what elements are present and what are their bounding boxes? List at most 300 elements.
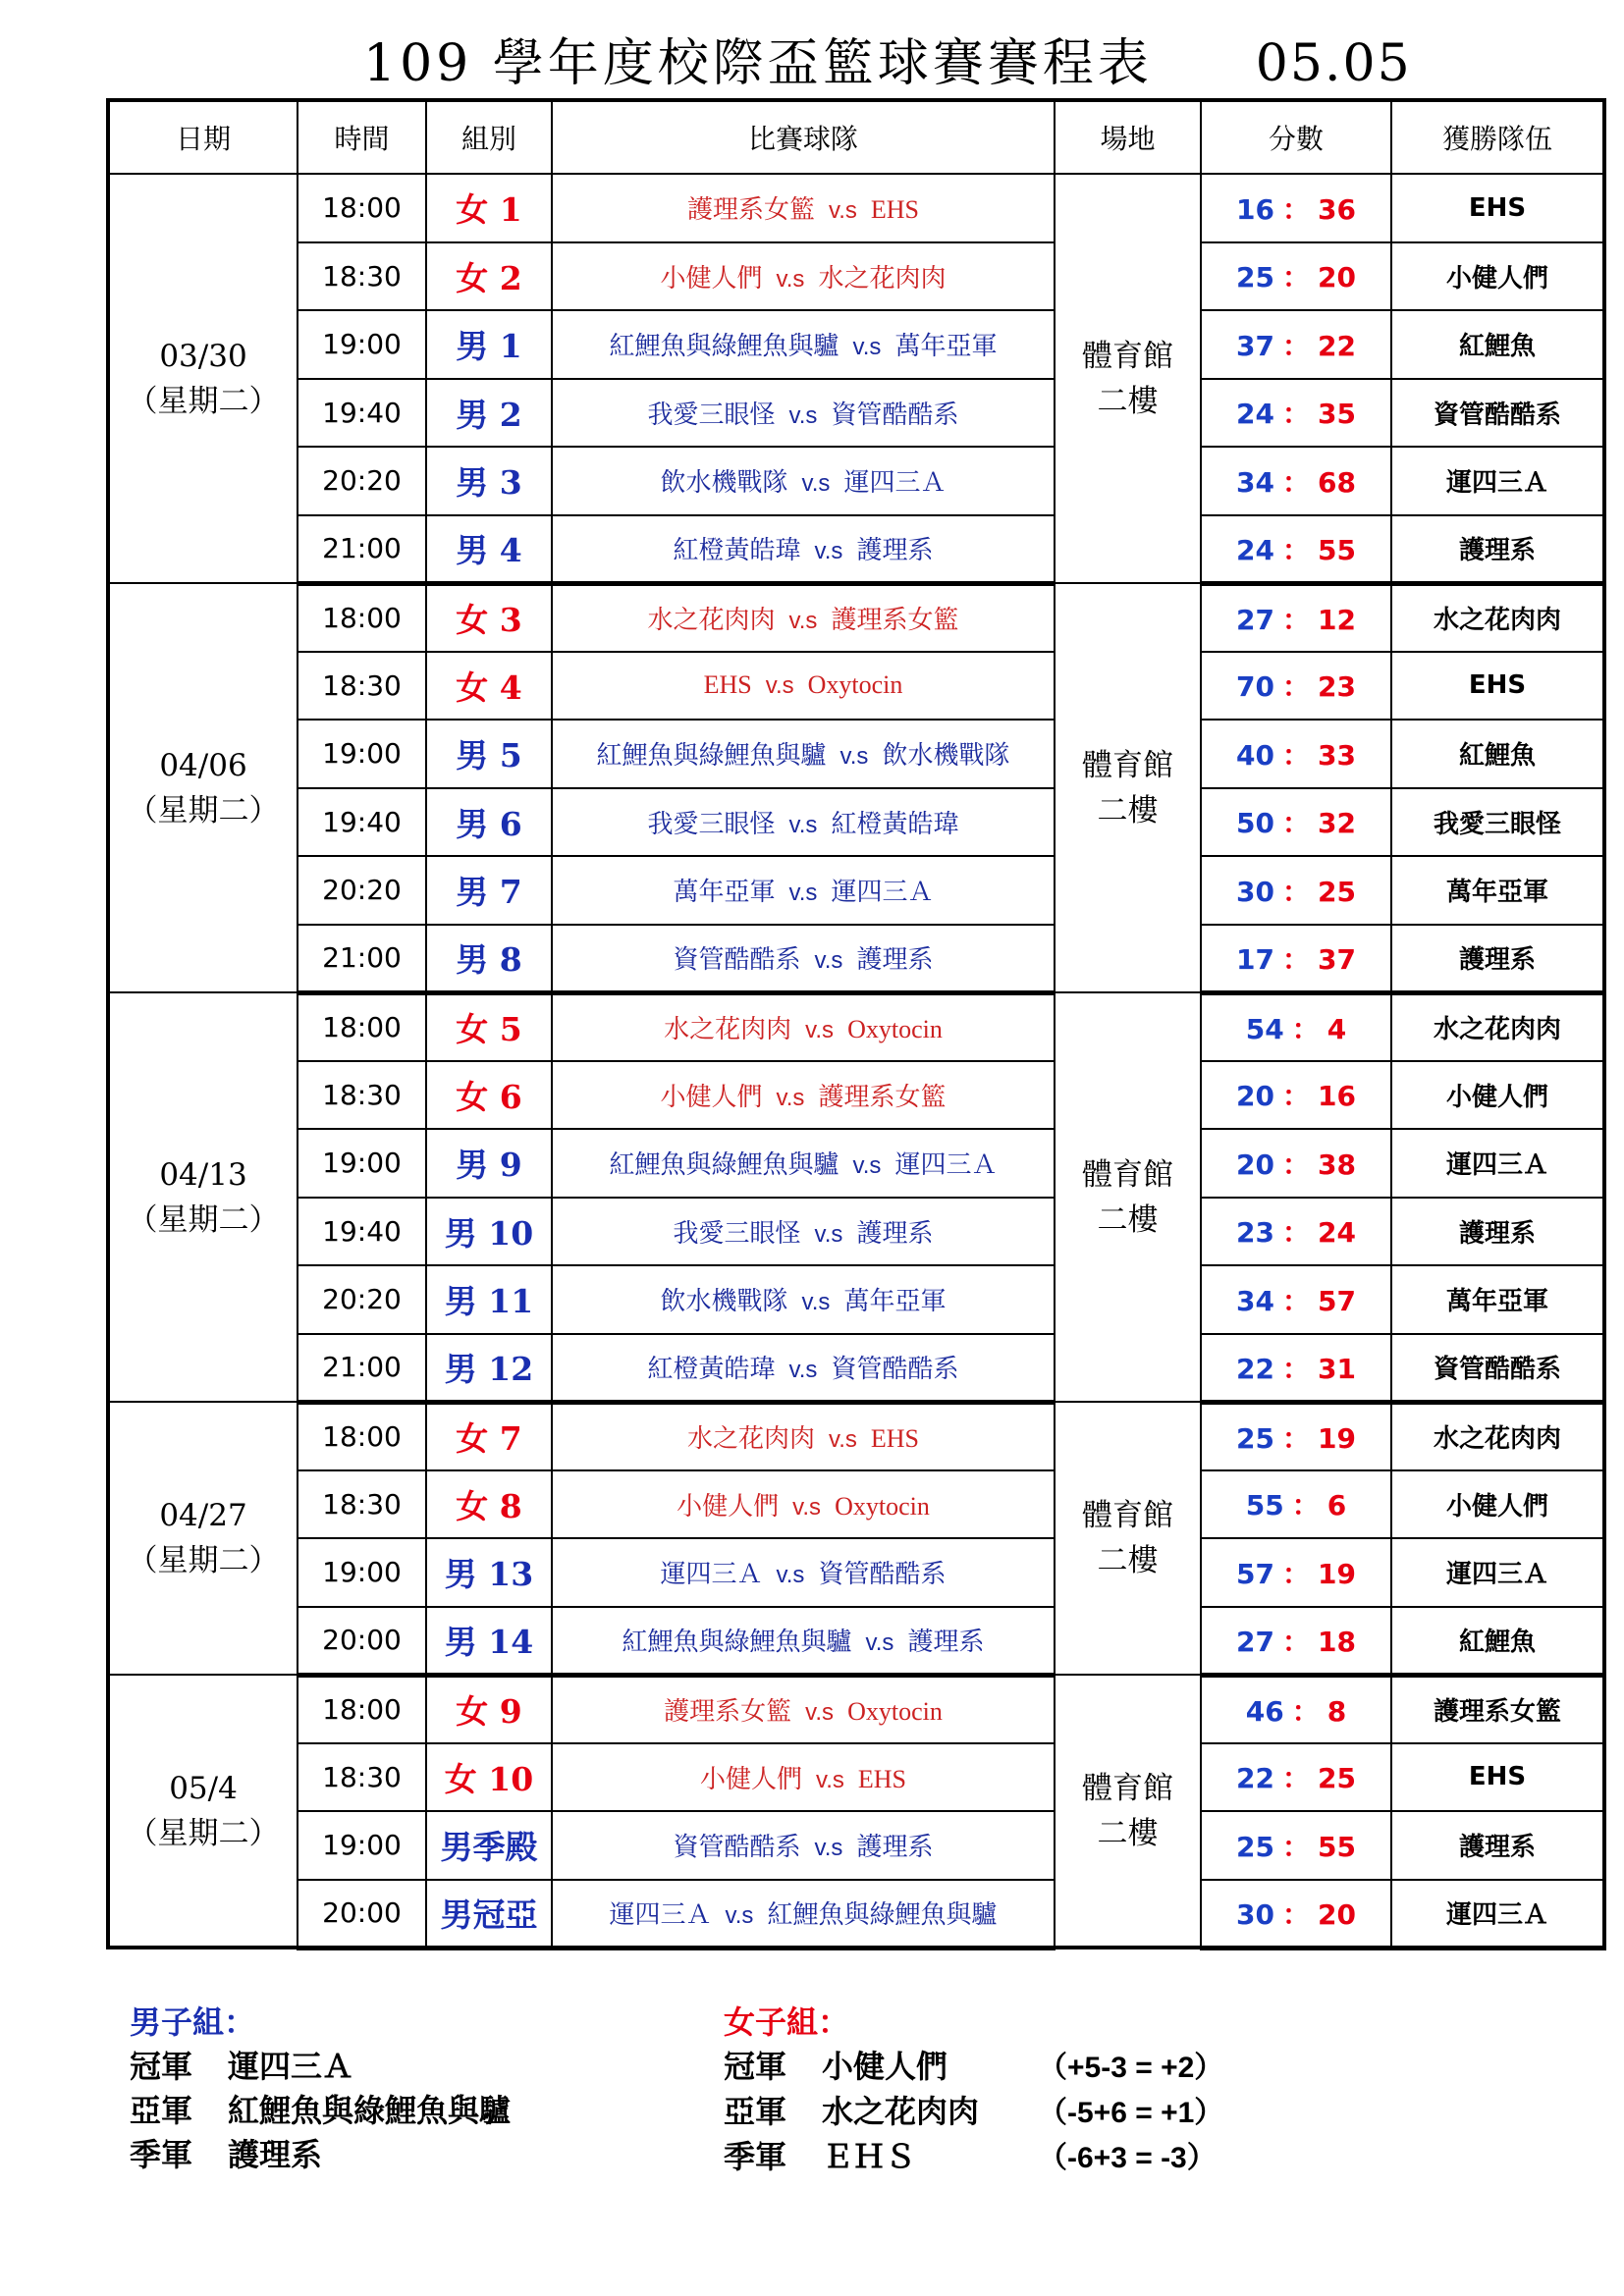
winner-cell: 資管酷酷系 (1391, 379, 1604, 448)
team-away: 萬年亞軍 (843, 1287, 947, 1316)
match-cell (552, 1675, 1055, 1743)
team-away: 運四三Ａ (843, 468, 947, 498)
team-away: 運四三Ａ (831, 878, 934, 907)
team-away: 紅橙黃皓瑋 (831, 809, 959, 838)
time-cell: 20:20 (298, 1265, 426, 1334)
vs-label: v.s (801, 1289, 831, 1316)
group-cell: 女 10 (426, 1743, 552, 1812)
score-separator: ： (1281, 261, 1310, 294)
team-home: 水之花肉肉 (647, 606, 776, 634)
venue-line: 體育館 (1082, 1770, 1173, 1806)
group-cell: 男 4 (426, 515, 552, 584)
score-cell (1201, 1402, 1391, 1470)
table-row (108, 1880, 1604, 1949)
score-away: 19 (1318, 1421, 1356, 1455)
weekday-value: （星期二） (127, 383, 280, 419)
score-away: 25 (1318, 875, 1356, 908)
table-row (108, 379, 1604, 448)
match-cell (552, 1198, 1055, 1266)
time-cell: 19:40 (298, 788, 426, 857)
vs-label: v.s (776, 265, 805, 293)
time-cell: 19:00 (298, 310, 426, 379)
match-cell (552, 788, 1055, 857)
score-home: 50 (1236, 807, 1274, 840)
team-home: 紅橙黃皓瑋 (673, 536, 801, 564)
table-row (108, 1198, 1604, 1266)
score-home: 46 (1245, 1694, 1284, 1728)
group-cell: 男 5 (426, 720, 552, 788)
match-cell (552, 1402, 1055, 1470)
score-cell (1201, 1811, 1391, 1880)
col-header-winner: 獲勝隊伍 (1391, 100, 1604, 174)
table-row (108, 992, 1604, 1061)
page-title (363, 22, 1412, 95)
title-date: 05.05 (1255, 34, 1412, 93)
vs-label: v.s (814, 1220, 843, 1248)
score-away: 19 (1318, 1557, 1356, 1590)
match-cell (552, 856, 1055, 925)
vs-label: v.s (776, 1084, 805, 1111)
match-cell (552, 1470, 1055, 1539)
venue-line: 二樓 (1097, 1201, 1159, 1238)
score-separator: ： (1281, 1284, 1310, 1317)
winner-cell: 紅鯉魚 (1391, 310, 1604, 379)
team-away: 水之花肉肉 (818, 263, 947, 293)
vs-label: v.s (788, 401, 818, 429)
rank-team: 水之花肉肉 (822, 2093, 980, 2130)
score-separator: ： (1281, 1762, 1310, 1795)
score-away: 18 (1318, 1625, 1356, 1658)
vs-label: v.s (852, 334, 882, 361)
team-away: 萬年亞軍 (894, 332, 998, 361)
team-away: Oxytocin (835, 1491, 930, 1521)
team-home: 萬年亞軍 (673, 878, 776, 907)
group-cell: 女 6 (426, 1061, 552, 1130)
score-home: 34 (1236, 1284, 1274, 1317)
group-cell: 男 7 (426, 856, 552, 925)
score-separator: ： (1291, 1694, 1320, 1728)
score-cell (1201, 1470, 1391, 1539)
match-cell (552, 379, 1055, 448)
score-separator: ： (1281, 1625, 1310, 1658)
rank-label: 冠軍 (130, 2048, 193, 2085)
winner-cell: EHS (1391, 174, 1604, 242)
score-home: 23 (1236, 1216, 1274, 1250)
winner-cell: 萬年亞軍 (1391, 856, 1604, 925)
score-away: 37 (1318, 942, 1356, 976)
winner-cell: 護理系 (1391, 515, 1604, 584)
group-cell: 女 7 (426, 1402, 552, 1470)
score-home: 27 (1236, 1625, 1274, 1658)
score-cell (1201, 925, 1391, 993)
score-separator: ： (1281, 1421, 1310, 1455)
rank-team: 護理系 (228, 2136, 323, 2173)
women-summary-heading: 女子組： (724, 2003, 850, 2041)
score-away: 35 (1318, 398, 1356, 431)
score-cell (1201, 242, 1391, 311)
group-cell: 男 2 (426, 379, 552, 448)
table-row (108, 1265, 1604, 1334)
team-away: 運四三Ａ (894, 1150, 998, 1180)
score-home: 37 (1236, 329, 1274, 362)
venue-cell (1055, 583, 1201, 992)
winner-cell: 運四三Ａ (1391, 1129, 1604, 1198)
team-home: 飲水機戰隊 (660, 1287, 788, 1316)
winner-cell: 資管酷酷系 (1391, 1334, 1604, 1403)
match-cell (552, 1061, 1055, 1130)
rank-team: 小健人們 (822, 2048, 948, 2085)
winner-cell: 水之花肉肉 (1391, 1402, 1604, 1470)
vs-label: v.s (816, 1766, 844, 1793)
group-cell: 男 11 (426, 1265, 552, 1334)
score-separator: ： (1281, 1897, 1310, 1931)
women-rank-row (724, 2135, 1223, 2180)
team-home: 我愛三眼怪 (647, 400, 776, 429)
score-away: 25 (1318, 1762, 1356, 1795)
rank-label: 季軍 (130, 2136, 193, 2173)
team-home: 紅橙黃皓瑋 (647, 1355, 776, 1383)
table-row (108, 1402, 1604, 1470)
winner-cell: 萬年亞軍 (1391, 1265, 1604, 1334)
vs-label: v.s (865, 1629, 894, 1656)
match-cell (552, 310, 1055, 379)
group-cell: 男 14 (426, 1607, 552, 1676)
score-separator: ： (1281, 1830, 1310, 1863)
score-home: 30 (1236, 1897, 1274, 1931)
venue-line: 二樓 (1097, 1815, 1159, 1851)
table-row (108, 515, 1604, 584)
venue-line: 體育館 (1082, 747, 1173, 783)
table-row (108, 310, 1604, 379)
score-away: 20 (1318, 261, 1356, 294)
col-header-group: 組別 (426, 100, 552, 174)
match-cell (552, 925, 1055, 993)
score-home: 20 (1236, 1148, 1274, 1181)
score-home: 24 (1236, 533, 1274, 566)
time-cell: 21:00 (298, 1334, 426, 1403)
col-header-date: 日期 (108, 100, 298, 174)
score-separator: ： (1281, 398, 1310, 431)
team-home: 紅鯉魚與綠鯉魚與驢 (609, 332, 839, 361)
score-away: 57 (1318, 1284, 1356, 1317)
score-home: 27 (1236, 603, 1274, 636)
team-home: 護理系女籃 (664, 1697, 792, 1726)
score-separator: ： (1281, 603, 1310, 636)
score-separator: ： (1281, 1557, 1310, 1590)
table-row (108, 1538, 1604, 1607)
team-away: Oxytocin (847, 1697, 943, 1726)
score-home: 22 (1236, 1762, 1274, 1795)
rank-label: 季軍 (724, 2138, 787, 2175)
vs-label: v.s (814, 1835, 843, 1862)
table-row (108, 1334, 1604, 1403)
time-cell: 18:00 (298, 1402, 426, 1470)
col-header-venue: 場地 (1055, 100, 1201, 174)
weekday-value: （星期二） (127, 792, 280, 828)
group-cell: 男 8 (426, 925, 552, 993)
team-away: 護理系 (856, 1218, 934, 1248)
time-cell: 20:20 (298, 856, 426, 925)
schedule-table (106, 98, 1606, 1950)
table-row (108, 583, 1604, 652)
date-value: 03/30 (159, 338, 247, 374)
team-home: 紅鯉魚與綠鯉魚與驢 (622, 1628, 852, 1656)
team-away: 護理系 (856, 536, 934, 564)
winner-cell: 運四三Ａ (1391, 447, 1604, 515)
men-rank-row (130, 2045, 511, 2089)
date-value: 04/06 (159, 747, 247, 783)
score-cell (1201, 1880, 1391, 1949)
vs-label: v.s (829, 1426, 857, 1453)
men-summary-heading: 男子組： (130, 2003, 256, 2041)
team-home: EHS (703, 670, 752, 700)
table-row (108, 1743, 1604, 1812)
score-cell (1201, 720, 1391, 788)
score-away: 33 (1318, 738, 1356, 772)
time-cell: 20:00 (298, 1880, 426, 1949)
time-cell: 18:30 (298, 242, 426, 311)
score-home: 25 (1236, 1421, 1274, 1455)
winner-cell: 護理系 (1391, 1811, 1604, 1880)
date-value: 04/27 (159, 1498, 247, 1533)
women-summary (724, 2001, 1223, 2180)
time-cell: 18:30 (298, 1470, 426, 1539)
team-away: 資管酷酷系 (818, 1560, 947, 1589)
score-home: 30 (1236, 875, 1274, 908)
group-cell: 男 9 (426, 1129, 552, 1198)
score-home: 25 (1236, 1830, 1274, 1863)
team-away: 護理系 (856, 945, 934, 974)
rank-team: ＥＨＳ (822, 2138, 917, 2175)
vs-label: v.s (788, 608, 818, 634)
score-separator: ： (1281, 533, 1310, 566)
time-cell: 18:30 (298, 1743, 426, 1812)
score-separator: ： (1281, 670, 1310, 704)
rank-team: 運四三Ａ (228, 2048, 354, 2085)
score-cell (1201, 174, 1391, 242)
rank-team: 紅鯉魚與綠鯉魚與驢 (228, 2092, 512, 2129)
score-away: 68 (1318, 465, 1356, 499)
match-cell (552, 1538, 1055, 1607)
rank-label: 亞軍 (724, 2093, 787, 2130)
match-cell (552, 652, 1055, 721)
score-separator: ： (1281, 192, 1310, 226)
date-cell (108, 1675, 298, 1948)
match-cell (552, 1334, 1055, 1403)
score-cell (1201, 447, 1391, 515)
time-cell: 18:30 (298, 1061, 426, 1130)
score-cell (1201, 1061, 1391, 1130)
score-away: 24 (1318, 1216, 1356, 1250)
score-home: 22 (1236, 1352, 1274, 1385)
table-row (108, 1811, 1604, 1880)
team-away: EHS (870, 195, 920, 225)
col-header-time: 時間 (298, 100, 426, 174)
group-cell: 女 9 (426, 1675, 552, 1743)
group-cell: 女 2 (426, 242, 552, 311)
vs-label: v.s (788, 880, 818, 907)
weekday-value: （星期二） (127, 1201, 280, 1238)
score-home: 54 (1245, 1012, 1284, 1045)
venue-cell (1055, 992, 1201, 1402)
score-home: 16 (1236, 192, 1274, 226)
match-cell (552, 242, 1055, 311)
group-cell: 男季殿 (426, 1811, 552, 1880)
score-away: 20 (1318, 1897, 1356, 1931)
score-cell (1201, 652, 1391, 721)
vs-label: v.s (805, 1699, 835, 1726)
winner-cell: 護理系女籃 (1391, 1675, 1604, 1743)
score-cell (1201, 788, 1391, 857)
score-away: 23 (1318, 670, 1356, 704)
match-cell (552, 1811, 1055, 1880)
winner-cell: 小健人們 (1391, 242, 1604, 311)
winner-cell: 運四三Ａ (1391, 1538, 1604, 1607)
venue-cell (1055, 1402, 1201, 1675)
group-cell: 男 3 (426, 447, 552, 515)
group-cell: 女 3 (426, 583, 552, 652)
vs-label: v.s (792, 1493, 822, 1521)
group-cell: 女 8 (426, 1470, 552, 1539)
time-cell: 19:40 (298, 379, 426, 448)
vs-label: v.s (814, 947, 843, 974)
table-row (108, 856, 1604, 925)
score-home: 24 (1236, 398, 1274, 431)
team-away: Oxytocin (847, 1015, 943, 1043)
col-header-match: 比賽球隊 (552, 100, 1055, 174)
date-cell (108, 583, 298, 992)
score-home: 57 (1236, 1557, 1274, 1590)
score-away: 36 (1318, 192, 1356, 226)
team-home: 小健人們 (677, 1491, 780, 1521)
team-away: 資管酷酷系 (831, 1355, 959, 1383)
time-cell: 19:00 (298, 720, 426, 788)
team-home: 紅鯉魚與綠鯉魚與驢 (596, 741, 827, 771)
score-away: 16 (1318, 1080, 1356, 1113)
venue-line: 體育館 (1082, 1156, 1173, 1193)
score-separator: ： (1281, 875, 1310, 908)
score-away: 31 (1318, 1352, 1356, 1385)
score-separator: ： (1281, 738, 1310, 772)
team-away: 護理系 (856, 1833, 934, 1862)
score-cell (1201, 992, 1391, 1061)
col-header-score: 分數 (1201, 100, 1391, 174)
match-cell (552, 174, 1055, 242)
match-cell (552, 1265, 1055, 1334)
time-cell: 19:40 (298, 1198, 426, 1266)
score-home: 55 (1245, 1489, 1284, 1522)
group-cell: 女 4 (426, 652, 552, 721)
date-cell (108, 174, 298, 583)
score-cell (1201, 379, 1391, 448)
score-separator: ： (1291, 1012, 1320, 1045)
time-cell: 18:00 (298, 992, 426, 1061)
team-away: Oxytocin (807, 670, 903, 700)
rank-label: 亞軍 (130, 2092, 193, 2129)
team-home: 小健人們 (660, 263, 763, 293)
score-away: 55 (1318, 1830, 1356, 1863)
score-home: 70 (1236, 670, 1274, 704)
winner-cell: 我愛三眼怪 (1391, 788, 1604, 857)
score-separator: ： (1281, 329, 1310, 362)
team-home: 紅鯉魚與綠鯉魚與驢 (609, 1150, 839, 1180)
group-cell: 女 5 (426, 992, 552, 1061)
table-row (108, 652, 1604, 721)
winner-cell: 小健人們 (1391, 1061, 1604, 1130)
team-home: 運四三Ａ (609, 1900, 712, 1929)
winner-cell: 護理系 (1391, 1198, 1604, 1266)
table-row (108, 1607, 1604, 1676)
team-away: 護理系女籃 (818, 1082, 947, 1111)
team-home: 小健人們 (660, 1082, 763, 1111)
venue-line: 二樓 (1097, 383, 1159, 419)
score-cell (1201, 583, 1391, 652)
group-cell: 男 6 (426, 788, 552, 857)
time-cell: 18:00 (298, 174, 426, 242)
table-row (108, 720, 1604, 788)
score-home: 17 (1236, 942, 1274, 976)
score-home: 20 (1236, 1080, 1274, 1113)
match-cell (552, 447, 1055, 515)
score-separator: ： (1281, 1352, 1310, 1385)
score-away: 32 (1318, 807, 1356, 840)
team-home: 資管酷酷系 (673, 1833, 801, 1862)
team-away: 飲水機戰隊 (882, 741, 1010, 771)
team-home: 資管酷酷系 (673, 945, 801, 974)
score-away: 22 (1318, 329, 1356, 362)
team-home: 飲水機戰隊 (660, 468, 788, 498)
time-cell: 20:00 (298, 1607, 426, 1676)
vs-label: v.s (839, 743, 869, 771)
score-cell (1201, 1334, 1391, 1403)
rank-calc: （+5-3 = +2） (1038, 2052, 1224, 2084)
weekday-value: （星期二） (127, 1543, 280, 1578)
vs-label: v.s (788, 1357, 818, 1383)
winner-cell: 運四三Ａ (1391, 1880, 1604, 1949)
winner-cell: EHS (1391, 1743, 1604, 1812)
title-text: 109 學年度校際盃籃球賽賽程表 (363, 34, 1153, 93)
vs-label: v.s (801, 470, 831, 498)
match-cell (552, 583, 1055, 652)
group-cell: 男冠亞 (426, 1880, 552, 1949)
score-away: 12 (1318, 603, 1356, 636)
winner-cell: 水之花肉肉 (1391, 992, 1604, 1061)
vs-label: v.s (765, 672, 794, 700)
score-cell (1201, 856, 1391, 925)
score-separator: ： (1281, 465, 1310, 499)
vs-label: v.s (805, 1017, 835, 1043)
group-cell: 男 12 (426, 1334, 552, 1403)
score-home: 40 (1236, 738, 1274, 772)
time-cell: 20:20 (298, 447, 426, 515)
team-home: 護理系女籃 (686, 195, 815, 225)
rank-calc: （-6+3 = -3） (1038, 2142, 1217, 2174)
date-cell (108, 992, 298, 1402)
date-value: 05/4 (169, 1770, 238, 1806)
group-cell: 男 1 (426, 310, 552, 379)
score-away: 38 (1318, 1148, 1356, 1181)
table-row (108, 788, 1604, 857)
score-away: 55 (1318, 533, 1356, 566)
vs-label: v.s (852, 1152, 882, 1180)
match-cell (552, 720, 1055, 788)
rank-label: 冠軍 (724, 2048, 787, 2085)
score-cell (1201, 1675, 1391, 1743)
table-row (108, 242, 1604, 311)
team-away: 護理系 (907, 1628, 985, 1656)
team-home: 小健人們 (699, 1764, 802, 1793)
vs-label: v.s (829, 197, 857, 225)
